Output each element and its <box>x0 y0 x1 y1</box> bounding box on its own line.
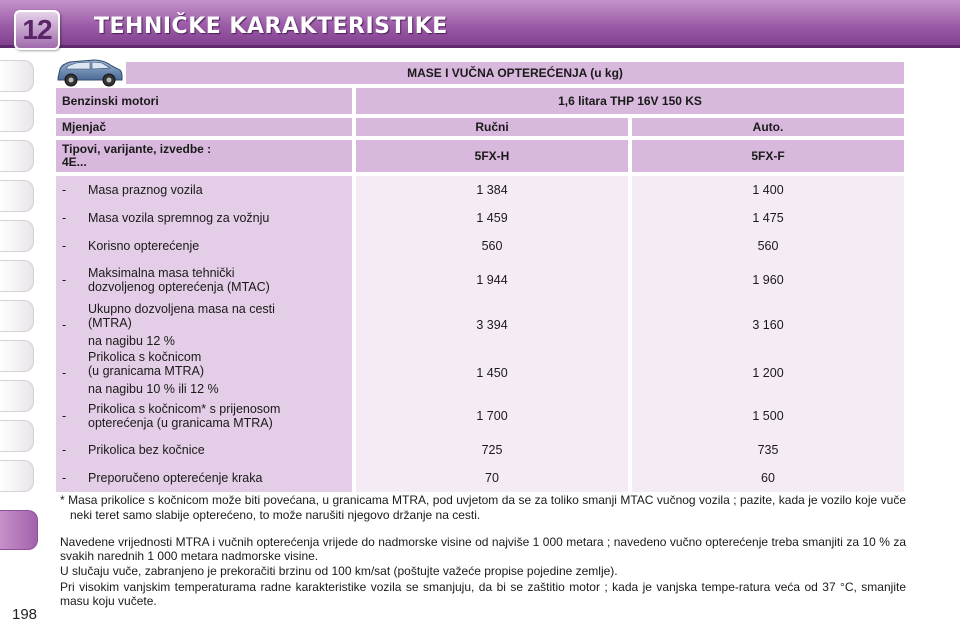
row-gearbox <box>56 118 904 136</box>
note-altitude: Navedene vrijednosti MTRA i vučnih opterećenja vrijede do nadmorske visine od najviše 1 000 metara ; navedeno vučno opterećenje treba smanjiti za 10 % za svakih narednih 1 000 metara nadmorske visine. <box>60 535 906 563</box>
chapter-tab[interactable] <box>0 420 34 452</box>
row-label-text <box>88 350 219 396</box>
row-label <box>62 464 346 492</box>
row-label-text <box>88 211 269 225</box>
row-dash: - <box>62 239 67 253</box>
chapter-tab-active[interactable] <box>0 510 38 550</box>
row-label <box>62 350 346 396</box>
row-label <box>62 232 346 260</box>
chapter-tab[interactable] <box>0 340 34 372</box>
mass-table <box>56 62 904 492</box>
row-dash: - <box>62 443 67 457</box>
chapter-tab[interactable] <box>0 260 34 292</box>
value-manual: 1 700 <box>476 409 508 423</box>
value-auto: 735 <box>757 443 779 457</box>
chapter-tab[interactable] <box>0 140 34 172</box>
row-dash: - <box>62 273 67 287</box>
row-label-line: (MTRA) <box>88 316 132 330</box>
row-label-line: opterećenja (u granicama MTRA) <box>88 416 273 430</box>
value-manual: 3 394 <box>476 318 508 332</box>
value-auto: 1 475 <box>752 211 784 225</box>
chapter-tab[interactable] <box>0 220 34 252</box>
row-label-line: Maksimalna masa tehnički <box>88 266 235 280</box>
value-auto: 3 160 <box>752 318 784 332</box>
note-speed-limit: U slučaju vuče, zabranjeno je prekoračiti brzinu od 100 km/sat (poštujte važeće propise pojedine zemlje). <box>60 564 618 578</box>
row-label-line: Masa vozila spremnog za vožnju <box>88 211 270 225</box>
value-manual: 560 <box>481 239 503 253</box>
row-dash: - <box>62 471 67 485</box>
types-col2: 5FX-F <box>632 140 904 172</box>
row-label <box>62 260 346 300</box>
value-auto: 1 960 <box>752 273 784 287</box>
types-col1: 5FX-H <box>356 140 628 172</box>
row-label <box>62 436 346 464</box>
row-label <box>62 396 346 436</box>
chapter-tab[interactable] <box>0 60 34 92</box>
engine-label: Benzinski motori <box>56 88 352 114</box>
chapter-tabs <box>0 60 40 560</box>
row-label-text <box>88 471 262 485</box>
value-manual: 70 <box>485 471 499 485</box>
row-label-text <box>88 239 199 253</box>
label-column <box>56 176 352 492</box>
footnote: * Masa prikolice s kočnicom može biti povećana, u granicama MTRA, pod uvjetom da se za toliko smanji MTAC vučnog vozila ; pazite, kada je vozilo koje vuče neki teret samo slabije opterećeno, to može narušiti njegovo držanje na cesti. <box>60 493 906 522</box>
row-label-line: dozvoljenog opterećenja (MTAC) <box>88 280 270 294</box>
note-temperature: Pri visokim vanjskim temperaturama radne karakteristike vozila se smanjuju, da bi se zaštitio motor ; kada je vanjska tempe-ratura veća od 37 °C, smanjite masu koju vučete. <box>60 580 906 608</box>
chapter-tab[interactable] <box>0 460 34 492</box>
gearbox-manual: Ručni <box>356 118 628 136</box>
row-label-text <box>88 402 280 430</box>
row-label-text <box>88 443 205 457</box>
table-title: MASE I VUČNA OPTEREĆENJA (u kg) <box>126 62 904 84</box>
chapter-tab[interactable] <box>0 180 34 212</box>
value-auto: 1 400 <box>752 183 784 197</box>
row-dash: - <box>62 409 67 423</box>
value-manual: 1 459 <box>476 211 508 225</box>
value-auto: 1 200 <box>752 366 784 380</box>
row-label-line: Preporučeno opterećenje kraka <box>88 471 263 485</box>
value-manual: 1 450 <box>476 366 508 380</box>
row-label-line: Prikolica bez kočnice <box>88 443 205 457</box>
car-side-icon <box>54 54 124 88</box>
chapter-tab[interactable] <box>0 100 34 132</box>
types-label-line2: 4E... <box>62 155 87 169</box>
gearbox-auto: Auto. <box>632 118 904 136</box>
chapter-badge: 12 <box>14 10 60 50</box>
row-dash: - <box>62 318 67 332</box>
value-auto: 1 500 <box>752 409 784 423</box>
row-label-subnote: na nagibu 12 % <box>88 334 175 348</box>
value-auto: 560 <box>757 239 779 253</box>
row-label-line: Ukupno dozvoljena masa na cesti <box>88 302 275 316</box>
row-label-line: (u granicama MTRA) <box>88 364 204 378</box>
value-auto: 60 <box>761 471 775 485</box>
page-title: TEHNIČKE KARAKTERISTIKE <box>94 14 448 39</box>
row-label-line: Korisno opterećenje <box>88 239 200 253</box>
row-label-line: Prikolica s kočnicom* s prijenosom <box>88 402 281 416</box>
row-label <box>62 204 346 232</box>
row-label-line: Prikolica s kočnicom <box>88 350 202 364</box>
value-column-manual <box>356 176 628 492</box>
table-body <box>56 176 904 492</box>
row-label-line: Masa praznog vozila <box>88 183 203 197</box>
row-label-text <box>88 266 270 294</box>
row-types <box>56 140 904 172</box>
row-engine <box>56 88 904 114</box>
value-manual: 1 384 <box>476 183 508 197</box>
row-dash: - <box>62 183 67 197</box>
value-manual: 1 944 <box>476 273 508 287</box>
chapter-tab[interactable] <box>0 380 34 412</box>
row-label-subnote: na nagibu 10 % ili 12 % <box>88 382 219 396</box>
engine-value: 1,6 litara THP 16V 150 KS <box>356 88 904 114</box>
value-column-auto <box>632 176 904 492</box>
row-dash: - <box>62 211 67 225</box>
row-label-text <box>88 183 203 197</box>
row-label <box>62 300 346 350</box>
gearbox-label: Mjenjač <box>56 118 352 136</box>
row-dash: - <box>62 366 67 380</box>
chapter-tab[interactable] <box>0 300 34 332</box>
row-label-text <box>88 302 275 348</box>
types-label-line1: Tipovi, varijante, izvedbe : <box>62 142 212 156</box>
page-number: 198 <box>12 606 38 623</box>
types-label <box>56 140 352 172</box>
row-label <box>62 176 346 204</box>
value-manual: 725 <box>481 443 503 457</box>
